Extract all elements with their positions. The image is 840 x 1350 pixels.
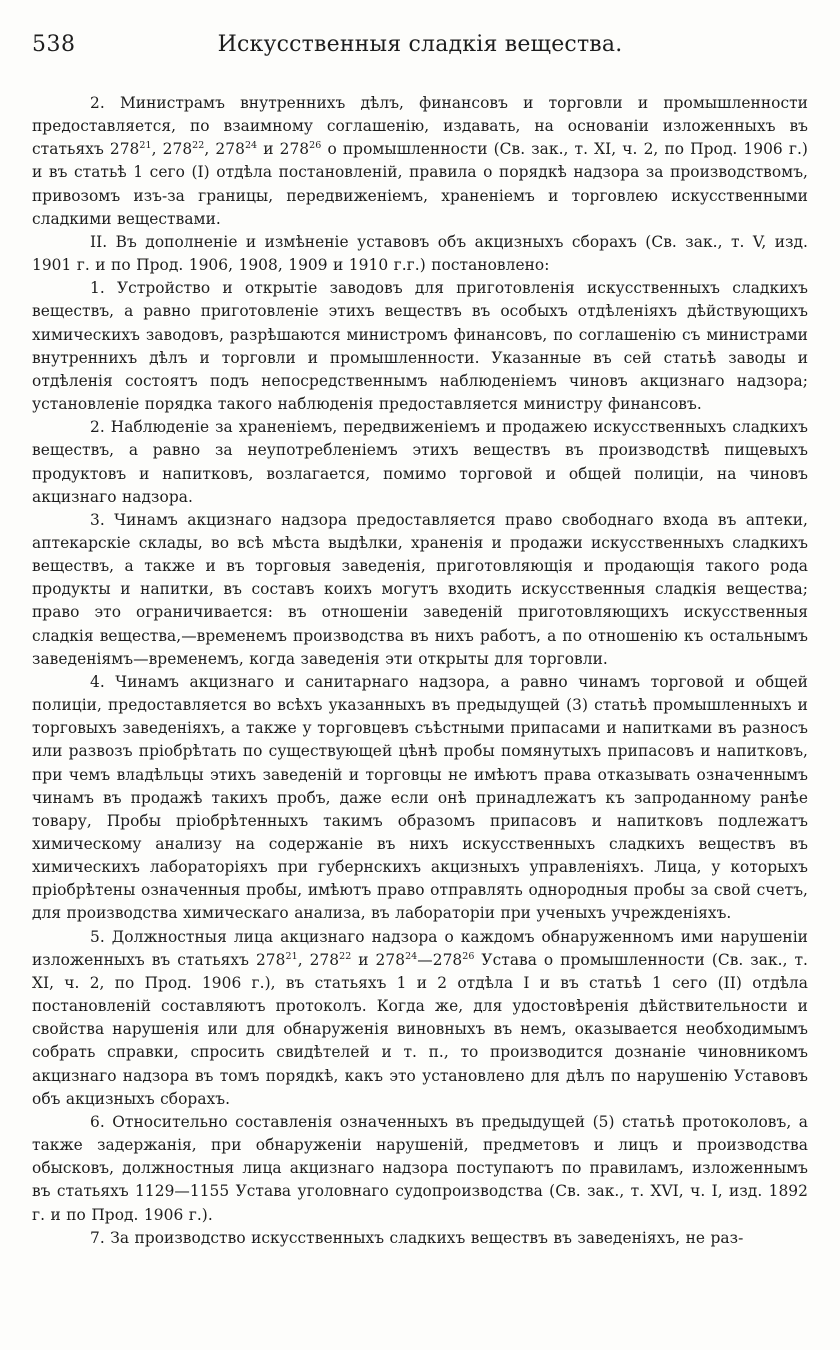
superscript-number: 21 — [139, 140, 152, 152]
text-run: 3. Чинамъ акцизнаго надзора предоставляется право свободнаго входа въ аптеки, аптекарскіе склады, во всѣ мѣста выдѣлки, храненія и продажи искусственныхъ сладкихъ веществъ, а также и въ торговыя заведенія, приготовляющія и продающія такого рода продукты и напитки, въ составъ коихъ могутъ входить искусственныя сладкія вещества; право это ограничивается: въ отношеніи заведеній приготовляющихъ искусственныя сладкія вещества,—временемъ производства въ нихъ работъ, а по отношенію къ остальнымъ заведеніямъ—временемъ, когда заведенія эти открыты для торговли. — [32, 510, 808, 668]
text-run: , 278 — [151, 140, 193, 159]
paragraph — [32, 1227, 808, 1250]
text-run: и 278 — [257, 140, 310, 159]
text-run: о промышленности (Св. зак., т. XI, ч. 2, по Прод. 1906 г.) и въ статьѣ 1 сего (I) отдѣла постановленій, правила о порядкѣ надзора за производствомъ, привозомъ изъ-за границы, передвиженіемъ, храненіемъ и торговлею искусственными сладкими веществами. — [32, 140, 808, 228]
text-run: , 278 — [204, 140, 245, 159]
text-run: 2. Наблюденіе за храненіемъ, передвиженіемъ и продажею искусственныхъ сладкихъ веществъ, а равно за неупотребленіемъ этихъ веществъ въ производствѣ пищевыхъ продуктовъ и напитковъ, возлагается, помимо торговой и общей полиціи, на чиновъ акцизнаго надзора. — [32, 418, 808, 506]
page-header — [32, 32, 808, 66]
superscript-number: 24 — [244, 140, 258, 152]
paragraph — [32, 926, 808, 1111]
superscript-number: 22 — [339, 950, 352, 962]
text-run: II. Въ дополненіе и измѣненіе уставовъ объ акцизныхъ сборахъ (Св. зак., т. V, изд. 1901 г. и по Прод. 1906, 1908, 1909 и 1910 г.г.) постановлено: — [32, 232, 808, 275]
page-number: 538 — [32, 32, 76, 57]
paragraph — [32, 1111, 808, 1227]
superscript-number: 21 — [285, 950, 298, 962]
text-run: 1. Устройство и открытіе заводовъ для приготовленія искусственныхъ сладкихъ веществъ, а равно приготовленіе этихъ веществъ въ особыхъ отдѣленіяхъ дѣйствующихъ химическихъ заводовъ, разрѣшаются министромъ финансовъ, по соглашенію съ министрами внутреннихъ дѣлъ и торговли и промышленности. Указанные въ сей статьѣ заводы и отдѣленія состоятъ подъ непосредственнымъ наблюденіемъ чиновъ акцизнаго надзора; установленіе порядка такого наблюденія предоставляется министру финансовъ. — [32, 279, 808, 414]
text-run: и 278 — [351, 950, 406, 969]
paragraph — [32, 277, 808, 416]
superscript-number: 22 — [192, 140, 205, 152]
paragraph — [32, 92, 808, 231]
text-run: 2. Министрамъ внутреннихъ дѣлъ, финансовъ и торговли и промышленности предоставляется, по взаимному соглашенію, издавать, на основаніи изложенныхъ въ статьяхъ 278 — [32, 94, 808, 159]
text-run: , 278 — [297, 950, 340, 969]
text-run: —278 — [417, 950, 463, 969]
paragraph — [32, 416, 808, 509]
superscript-number: 26 — [462, 950, 475, 962]
text-run: 4. Чинамъ акцизнаго и санитарнаго надзора, а равно чинамъ торговой и общей полиціи, предоставляется во всѣхъ указанныхъ въ предыдущей (3) статьѣ промышленныхъ и торговыхъ заведеніяхъ, а также у торговцевъ съѣстными припасами и напитками въ разносъ или развозъ пріобрѣтать по существующей цѣнѣ пробы помянутыхъ припасовъ и напитковъ, при чемъ владѣльцы этихъ заведеній и торговцы не имѣютъ права отказывать означеннымъ чинамъ въ продажѣ такихъ пробъ, даже если онѣ принадлежатъ къ запроданному ранѣе товару, Пробы пріобрѣтенныхъ такимъ образомъ припасовъ и напитковъ подлежатъ химическому анализу на содержаніе въ нихъ искусственныхъ сладкихъ веществъ въ химическихъ лабораторіяхъ при губернскихъ акцизныхъ управленіяхъ. Лица, у которыхъ пріобрѣтены означенныя пробы, имѣютъ право отправлять однородныя пробы за свой счетъ, для производства химическаго анализа, въ лабораторіи при ученыхъ учрежденіяхъ. — [32, 672, 808, 923]
text-run: 7. За производство искусственныхъ сладкихъ веществъ въ заведеніяхъ, не раз- — [90, 1228, 744, 1247]
paragraph — [32, 231, 808, 277]
superscript-number: 24 — [405, 950, 418, 962]
paragraph — [32, 671, 808, 926]
running-title: Искусственныя сладкія вещества. — [217, 32, 623, 57]
superscript-number: 26 — [309, 140, 322, 152]
text-run: 5. Должностныя лица акцизнаго надзора о каждомъ обнаруженномъ ими нарушеніи изложенныхъ въ статьяхъ 278 — [32, 927, 808, 969]
body-text — [32, 92, 808, 1250]
text-run: 6. Относительно составленія означенныхъ въ предыдущей (5) статьѣ протоколовъ, а также задержанія, при обнаруженіи нарушеній, предметовъ и лицъ и производства обысковъ, должностныя лица акцизнаго надзора поступаютъ по правиламъ, изложеннымъ въ статьяхъ 1129—1155 Устава уголовнаго судопроизводства (Св. зак., т. XVI, ч. I, изд. 1892 г. и по Прод. 1906 г.). — [32, 1112, 808, 1224]
text-run: Устава о промышленности (Св. зак., т. XI, ч. 2, по Прод. 1906 г.), въ статьяхъ 1 и 2 отдѣла I и въ статьѣ 1 сего (II) отдѣла постановленій составляютъ протоколъ. Когда же, для удостовѣренія дѣйствительности и свойства нарушенія или для обнаруженія виновныхъ въ немъ, оказывается необходимымъ собрать справки, спросить свидѣтелей и т. п., то производится дознаніе чиновникомъ акцизнаго надзора въ томъ порядкѣ, какъ это установлено для дѣлъ по нарушенію Уставовъ объ акцизныхъ сборахъ. — [32, 950, 808, 1108]
paragraph — [32, 509, 808, 671]
